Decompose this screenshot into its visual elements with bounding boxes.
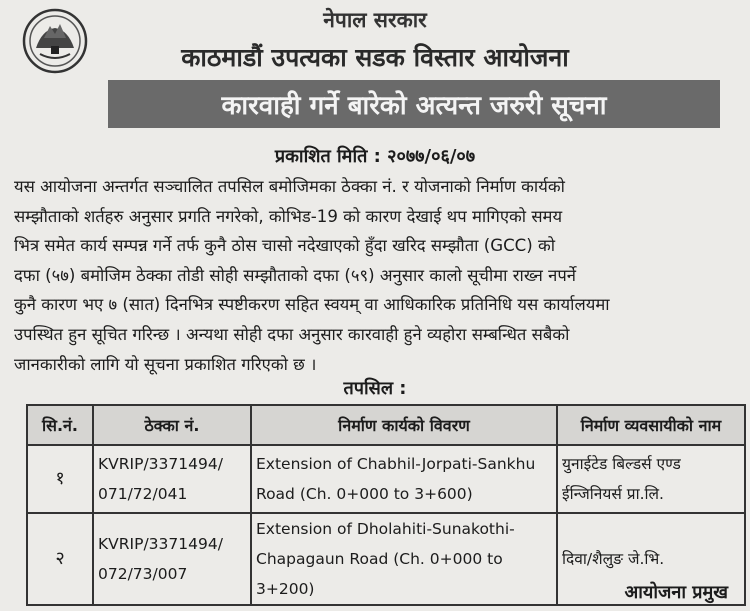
contract-cell: [93, 445, 251, 513]
description-line: Extension of Dholahiti-Sunakothi-: [256, 520, 515, 538]
details-heading: तपसिल :: [343, 378, 407, 399]
description-line: Extension of Chabhil-Jorpati-Sankhu: [256, 455, 536, 473]
builder-line: ईन्जिनियर्स प्रा.लि.: [562, 485, 664, 503]
builder-line: दिवा/शैलुङ जे.भि.: [562, 550, 665, 568]
builder-cell: [557, 445, 745, 513]
description-cell: [251, 445, 557, 513]
table-row: [27, 445, 745, 513]
serial-cell: १: [27, 445, 93, 513]
government-name: नेपाल सरकार: [323, 8, 427, 32]
body-line: जानकारीको लागि यो सूचना प्रकाशित गरिएको छ ।: [14, 354, 317, 374]
project-title: काठमाडौं उपत्यका सडक विस्तार आयोजना: [181, 43, 569, 72]
body-line: यस आयोजना अन्तर्गत सञ्चालित तपसिल बमोजिमका ठेक्का नं. र योजनाको निर्माण कार्यको: [14, 177, 565, 196]
contract-line: 072/73/007: [98, 565, 188, 583]
notice-body: [14, 172, 742, 379]
body-line: दफा (५७) बमोजिम ठेक्का तोडी सोही सम्झौताको दफा (५९) अनुसार कालो सूचीमा राख्न नपर्ने: [14, 265, 576, 285]
column-header-contract: ठेक्का नं.: [93, 405, 251, 445]
body-line: कुनै कारण भए ७ (सात) दिनभित्र स्पष्टीकरण सहित स्वयम् वा आधिकारिक प्रतिनिधि यस कार्यालयमा: [14, 295, 610, 315]
description-cell: [251, 513, 557, 605]
contract-line: KVRIP/3371494/: [98, 455, 223, 473]
description-line: Road (Ch. 0+000 to 3+600): [256, 485, 473, 503]
body-line: उपस्थित हुन सूचित गरिन्छ । अन्यथा सोही दफा अनुसार कारवाही हुने व्यहोरा सम्बन्धित सबैको: [14, 324, 570, 344]
column-header-description: निर्माण कार्यको विवरण: [251, 405, 557, 445]
contract-cell: [93, 513, 251, 605]
contracts-table: [26, 404, 746, 606]
published-date: प्रकाशित मिति : २०७७/०६/०७: [274, 146, 476, 167]
body-line: सम्झौताको शर्तहरु अनुसार प्रगति नगरेको, कोभिड-19 को कारण देखाई थप मागिएको समय: [14, 206, 563, 226]
signatory: आयोजना प्रमुख: [624, 582, 728, 603]
contract-line: KVRIP/3371494/: [98, 535, 223, 553]
contract-line: 071/72/041: [98, 485, 188, 503]
body-line: भित्र समेत कार्य सम्पन्न गर्ने तर्फ कुनै ठोस चासो नदेखाएको हुँदा खरिद सम्झौता (GCC) को: [14, 236, 556, 256]
notice-title-banner: [108, 80, 720, 128]
builder-line: युनाईटेड बिल्डर्स एण्ड: [562, 455, 681, 473]
column-header-serial: सि.नं.: [27, 405, 93, 445]
serial-cell: २: [27, 513, 93, 605]
column-header-builder: निर्माण व्यवसायीको नाम: [557, 405, 745, 445]
description-line: Chapagaun Road (Ch. 0+000 to 3+200): [256, 550, 503, 598]
table-header-row: [27, 405, 745, 445]
notice-title: कारवाही गर्ने बारेको अत्यन्त जरुरी सूचना: [221, 91, 607, 121]
